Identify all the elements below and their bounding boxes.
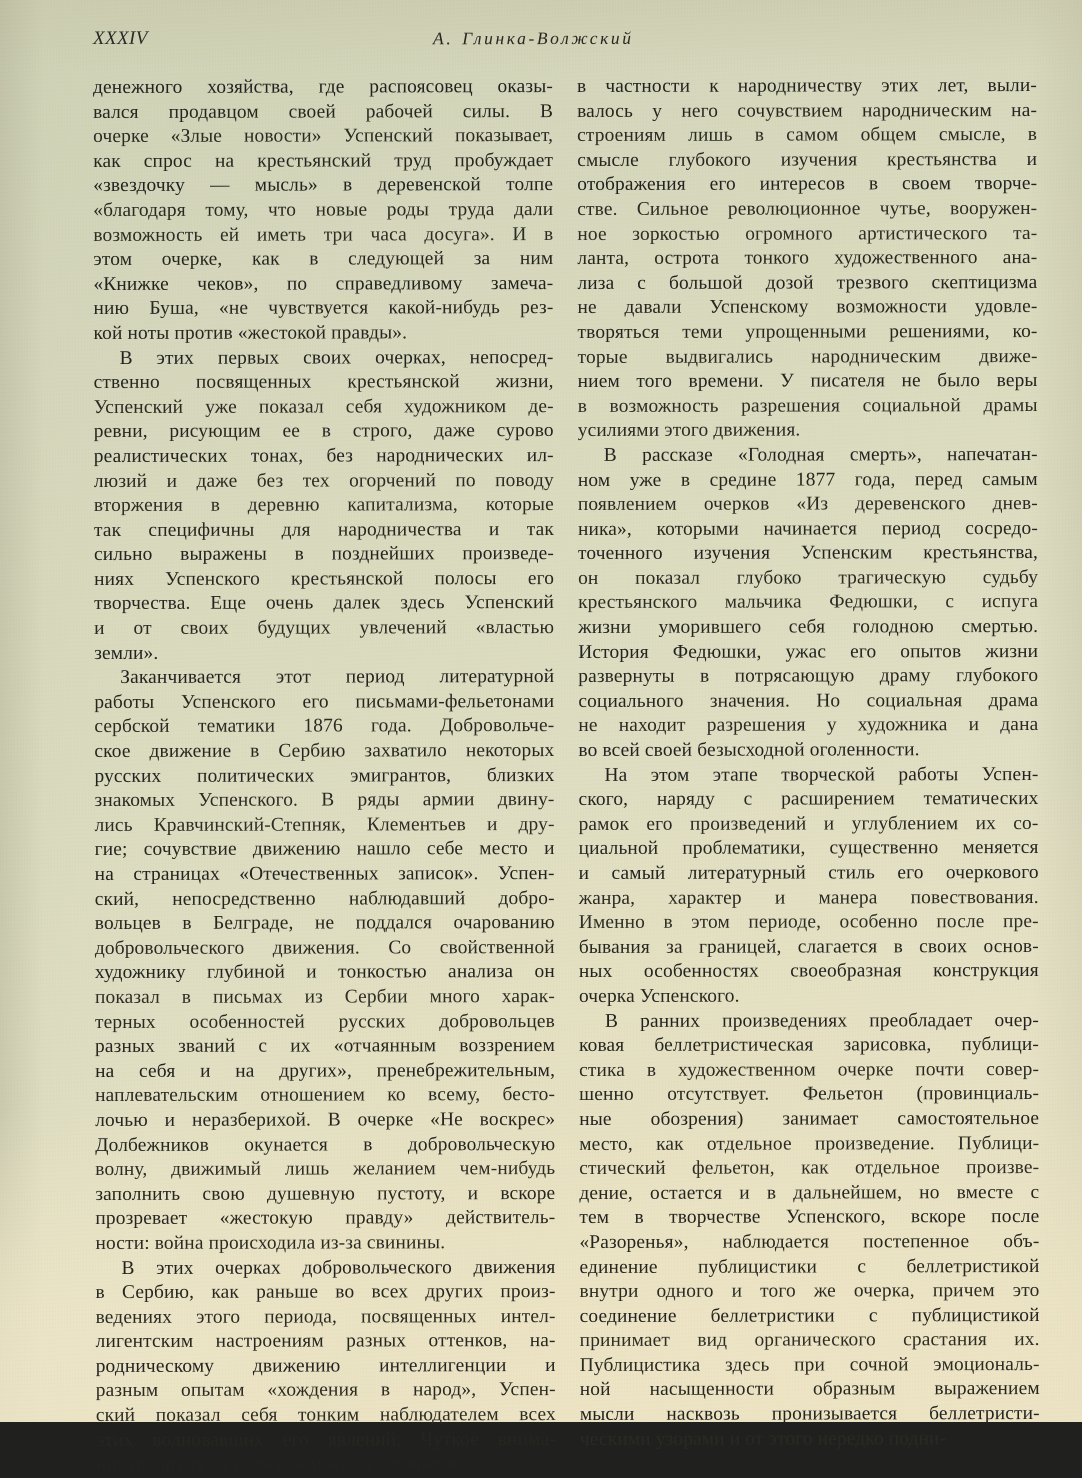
text-line: добровольческого движения. Со свойственной — [94, 936, 555, 959]
text-line: крестьянского мальчика Федюшки, с испуга — [578, 591, 1039, 614]
text-line: люзий и даже без тех огорчений по поводу — [93, 469, 554, 492]
text-line: Публицистика здесь при сочной эмоциональ- — [579, 1353, 1040, 1376]
text-line: стве. Сильное революционное чутье, вооружен- — [577, 197, 1038, 220]
text-line: смысле глубокого изучения крестьянства и — [577, 148, 1038, 171]
text-line: гие; сочувствие движению нашло себе место и — [94, 838, 555, 861]
text-line: отображения его интересов в своем творче- — [577, 173, 1038, 196]
text-line: точенного изучения Успенским крестьянства, — [577, 542, 1039, 565]
text-line: вторжения в деревню капитализма, которые — [93, 494, 554, 517]
text-line: и от своих будущих увлечений «властью — [94, 617, 555, 640]
text-line: В рассказе «Голодная смерть», напечатан- — [603, 443, 1038, 466]
text-line: волну, движимый лишь желанием чем-нибудь — [95, 1158, 556, 1181]
text-line: творчества. Еще очень далек здесь Успенский — [94, 592, 555, 615]
text-line: торые выдвигались народническим движе- — [577, 345, 1038, 368]
text-line: очерка Успенского. — [578, 985, 740, 1007]
text-line: ревни, рисующим ее в строго, даже сурово — [93, 420, 554, 443]
text-line: жизни уморившего себя голодною смертью. — [578, 616, 1039, 639]
two-column-text-body — [93, 74, 1049, 1476]
text-line: валось у него сочувствием народническим на- — [577, 99, 1038, 122]
text-line: на себя и на других», пренебрежительным, — [95, 1059, 556, 1082]
text-line: вольцев в Белграде, не поддался очарованию — [94, 912, 555, 935]
text-line: этом очерке, как в следующей за ним — [93, 248, 554, 271]
text-line: жанра, характер и манера повествования. — [578, 886, 1039, 909]
text-line: сильно выражены в позднейших произведе- — [93, 543, 554, 566]
text-line: ности: война происходила из-за свинины. — [95, 1232, 446, 1254]
paragraph — [579, 1009, 1040, 1453]
text-line: сербской тематики 1876 года. Добровольче- — [94, 715, 555, 738]
text-line: циальной проблематики, существенно меняется — [578, 837, 1039, 860]
text-line: На этом этапе творческой работы Успен- — [604, 763, 1039, 786]
text-line: мысли насквозь пронизывается беллетристи- — [579, 1403, 1040, 1426]
text-line: этих волновавших его явлений. Чуткое внима- — [95, 1428, 556, 1451]
text-line: ной насыщенности образным выражением — [579, 1378, 1040, 1401]
text-line: ном уже в средине 1877 года, перед самым — [577, 468, 1038, 491]
paragraph — [93, 75, 554, 346]
text-line: в Сербию, как раньше во всех других произ- — [95, 1281, 556, 1304]
text-line: ского, наряду с расширением тематических — [578, 788, 1039, 811]
text-line: ланта, острота тонкого художественного ана- — [577, 247, 1038, 270]
text-line: ский, непосредственно наблюдавший добро- — [94, 887, 555, 910]
running-head-author: А. Глинка-Волжский — [433, 27, 634, 49]
text-line: лочью и неразберихой. В очерке «Не воскрес» — [95, 1108, 556, 1131]
text-line: «благодаря тому, что новые роды труда дали — [93, 199, 554, 221]
text-line: очерке «Злые новости» Успенский показывает, — [93, 125, 554, 148]
text-line: лигентским настроениям разных оттенков, на- — [95, 1330, 556, 1353]
text-line: место, как отдельное произведение. Публици- — [579, 1132, 1040, 1155]
text-line: терных особенностей русских добровольцев — [94, 1010, 556, 1033]
text-line: лись Кравчинский-Степняк, Клементьев и дру- — [94, 813, 555, 836]
text-line: ние писателя ко всему, чем жило его время, — [95, 1453, 462, 1476]
text-line: в возможность разрешения социальной драмы — [577, 394, 1038, 417]
text-line: знакомых Успенского. В ряды армии двину- — [94, 789, 555, 812]
text-line: вался продавцом своей рабочей силы. В — [93, 100, 554, 123]
running-head-area — [93, 26, 1048, 54]
text-line: единение публицистики с беллетристикой — [579, 1255, 1040, 1278]
text-line: ское движение в Сербию захватило некоторых — [94, 740, 555, 763]
text-line: ные обозрения) занимает самостоятельное — [579, 1107, 1040, 1130]
text-line: «Книжке чеков», по справедливому замеча- — [93, 272, 554, 295]
text-line: творяться теми упрощенными решениями, ко- — [577, 320, 1038, 343]
text-line: тем в творчестве Успенского, вскоре после — [579, 1206, 1040, 1229]
text-line: лиза с большой дозой трезвого скептицизма — [577, 271, 1038, 294]
text-column-right — [577, 74, 1040, 1452]
text-line: стический фельетон, как отдельное произве- — [579, 1157, 1040, 1180]
text-line: усилиями этого движения. — [577, 419, 801, 442]
text-line: он показал глубоко трагическую судьбу — [578, 566, 1039, 589]
text-line: рамок его произведений и углублением их со- — [578, 812, 1039, 835]
text-line: соединение беллетристики с публицистикой — [579, 1304, 1040, 1327]
text-line: в частности к народничеству этих лет, выли- — [577, 75, 1038, 97]
text-column-left — [93, 75, 556, 1478]
paragraph — [94, 346, 555, 667]
text-line: ное зоркостью огромного артистического та- — [577, 222, 1038, 245]
text-line: стика в художественном очерке почти совер- — [579, 1058, 1040, 1081]
text-line: кой ноты против «жестокой правды». — [93, 322, 408, 344]
text-line: строениям лишь в самом общем смысле, в — [577, 124, 1038, 147]
text-line: нием того времени. У писателя не было веры — [577, 370, 1038, 393]
text-line: родническому движению интеллигенции и — [95, 1354, 556, 1377]
text-line: шенно отсутствует. Фельетон (провинциаль- — [579, 1083, 1040, 1106]
text-line: В этих первых своих очерках, непосред- — [119, 346, 554, 369]
text-line: В ранних произведениях преобладает очер- — [604, 1009, 1039, 1032]
text-line: История Федюшки, ужас его опытов жизни — [578, 640, 1039, 663]
text-line: не находит разрешения у художника и дана — [578, 714, 1039, 737]
text-line: Успенский уже показал себя художником де- — [93, 395, 554, 418]
text-line: разных званий с их «отчаянным воззрением — [95, 1035, 556, 1058]
text-line: Именно в этом периоде, особенно после пре- — [578, 911, 1039, 934]
text-line: «Разоренья», наблюдается постепенное объ- — [579, 1230, 1040, 1253]
text-line: так специфичны для народничества и так — [93, 518, 554, 541]
text-line: земли». — [94, 642, 159, 664]
text-line: ческими узорами и от этого нередко подни- — [579, 1427, 947, 1450]
text-line: внутри одного и того же очерка, причем это — [579, 1280, 1040, 1303]
text-line: художнику глубиной и тонкостью анализа он — [94, 961, 555, 984]
text-line: дение, остается и в дальнейшем, но вместе с — [579, 1181, 1040, 1204]
text-line: показал в письмах из Сербии много харак- — [94, 986, 555, 1008]
text-line: ский показал себя тонким наблюдателем всех — [95, 1404, 556, 1427]
text-line: «звездочку — мысль» в деревенской толпе — [93, 174, 554, 197]
text-line: появлением очерков «Из деревенского днев- — [577, 493, 1038, 516]
text-line: Заканчивается этот период литературной — [120, 666, 555, 689]
text-line: ника», которыми начинается период сосредо- — [577, 517, 1038, 540]
text-line: социального значения. Но социальная драма — [578, 689, 1039, 712]
text-line: и самый литературный стиль его очеркового — [578, 862, 1039, 884]
text-line: ственно посвященных крестьянской жизни, — [93, 371, 554, 394]
text-line: ведениях этого периода, посвященных интел- — [95, 1305, 556, 1328]
paragraph — [578, 443, 1039, 764]
text-line: ниях Успенского крестьянской полосы его — [94, 567, 555, 590]
paragraph — [95, 1256, 555, 1478]
text-line: как спрос на крестьянский труд пробуждает — [93, 149, 554, 172]
text-line: бывания за границей, слагается в своих основ- — [578, 935, 1039, 958]
text-line: Долбежников окунается в добровольческую — [95, 1133, 556, 1156]
text-line: наплевательским отношением ко всему, бесто- — [95, 1084, 556, 1107]
text-line: разным опытам «хождения в народ», Успен- — [95, 1379, 556, 1402]
text-line: заполнить свою душевную пустоту, и вскоре — [95, 1182, 556, 1205]
paragraph — [577, 74, 1038, 444]
text-line: работы Успенского его письмами-фельетонами — [94, 690, 555, 713]
text-line: на страницах «Отечественных записок». Успен- — [94, 863, 555, 885]
paragraph — [94, 665, 555, 1256]
text-line: русских политических эмигрантов, близких — [94, 764, 555, 787]
text-line: реалистических тонах, без народнических ил- — [93, 444, 554, 467]
paragraph — [578, 763, 1039, 1010]
text-line: развернуты в потрясающую драму глубокого — [578, 665, 1039, 688]
text-line: ных особенностях своеобразная конструкция — [578, 960, 1039, 983]
text-line: нию Буша, «не чувствуется какой-нибудь рез- — [93, 297, 554, 320]
text-line: во всей своей безысходной оголенности. — [578, 739, 920, 762]
text-line: принимает вид органического срастания их. — [579, 1329, 1040, 1352]
page-folio-number: XXXIV — [93, 27, 148, 49]
text-line: ковая беллетристическая зарисовка, публици- — [579, 1034, 1040, 1057]
text-line: прозревает «жестокую правду» действитель- — [95, 1207, 556, 1230]
text-line: В этих очерках добровольческого движения — [121, 1256, 556, 1279]
text-line: не давали Успенскому возможности удовле- — [577, 296, 1038, 319]
text-line: возможность ей иметь три часа досуга». И в — [93, 223, 554, 246]
text-line: денежного хозяйства, где распоясовец оказы- — [93, 76, 554, 98]
